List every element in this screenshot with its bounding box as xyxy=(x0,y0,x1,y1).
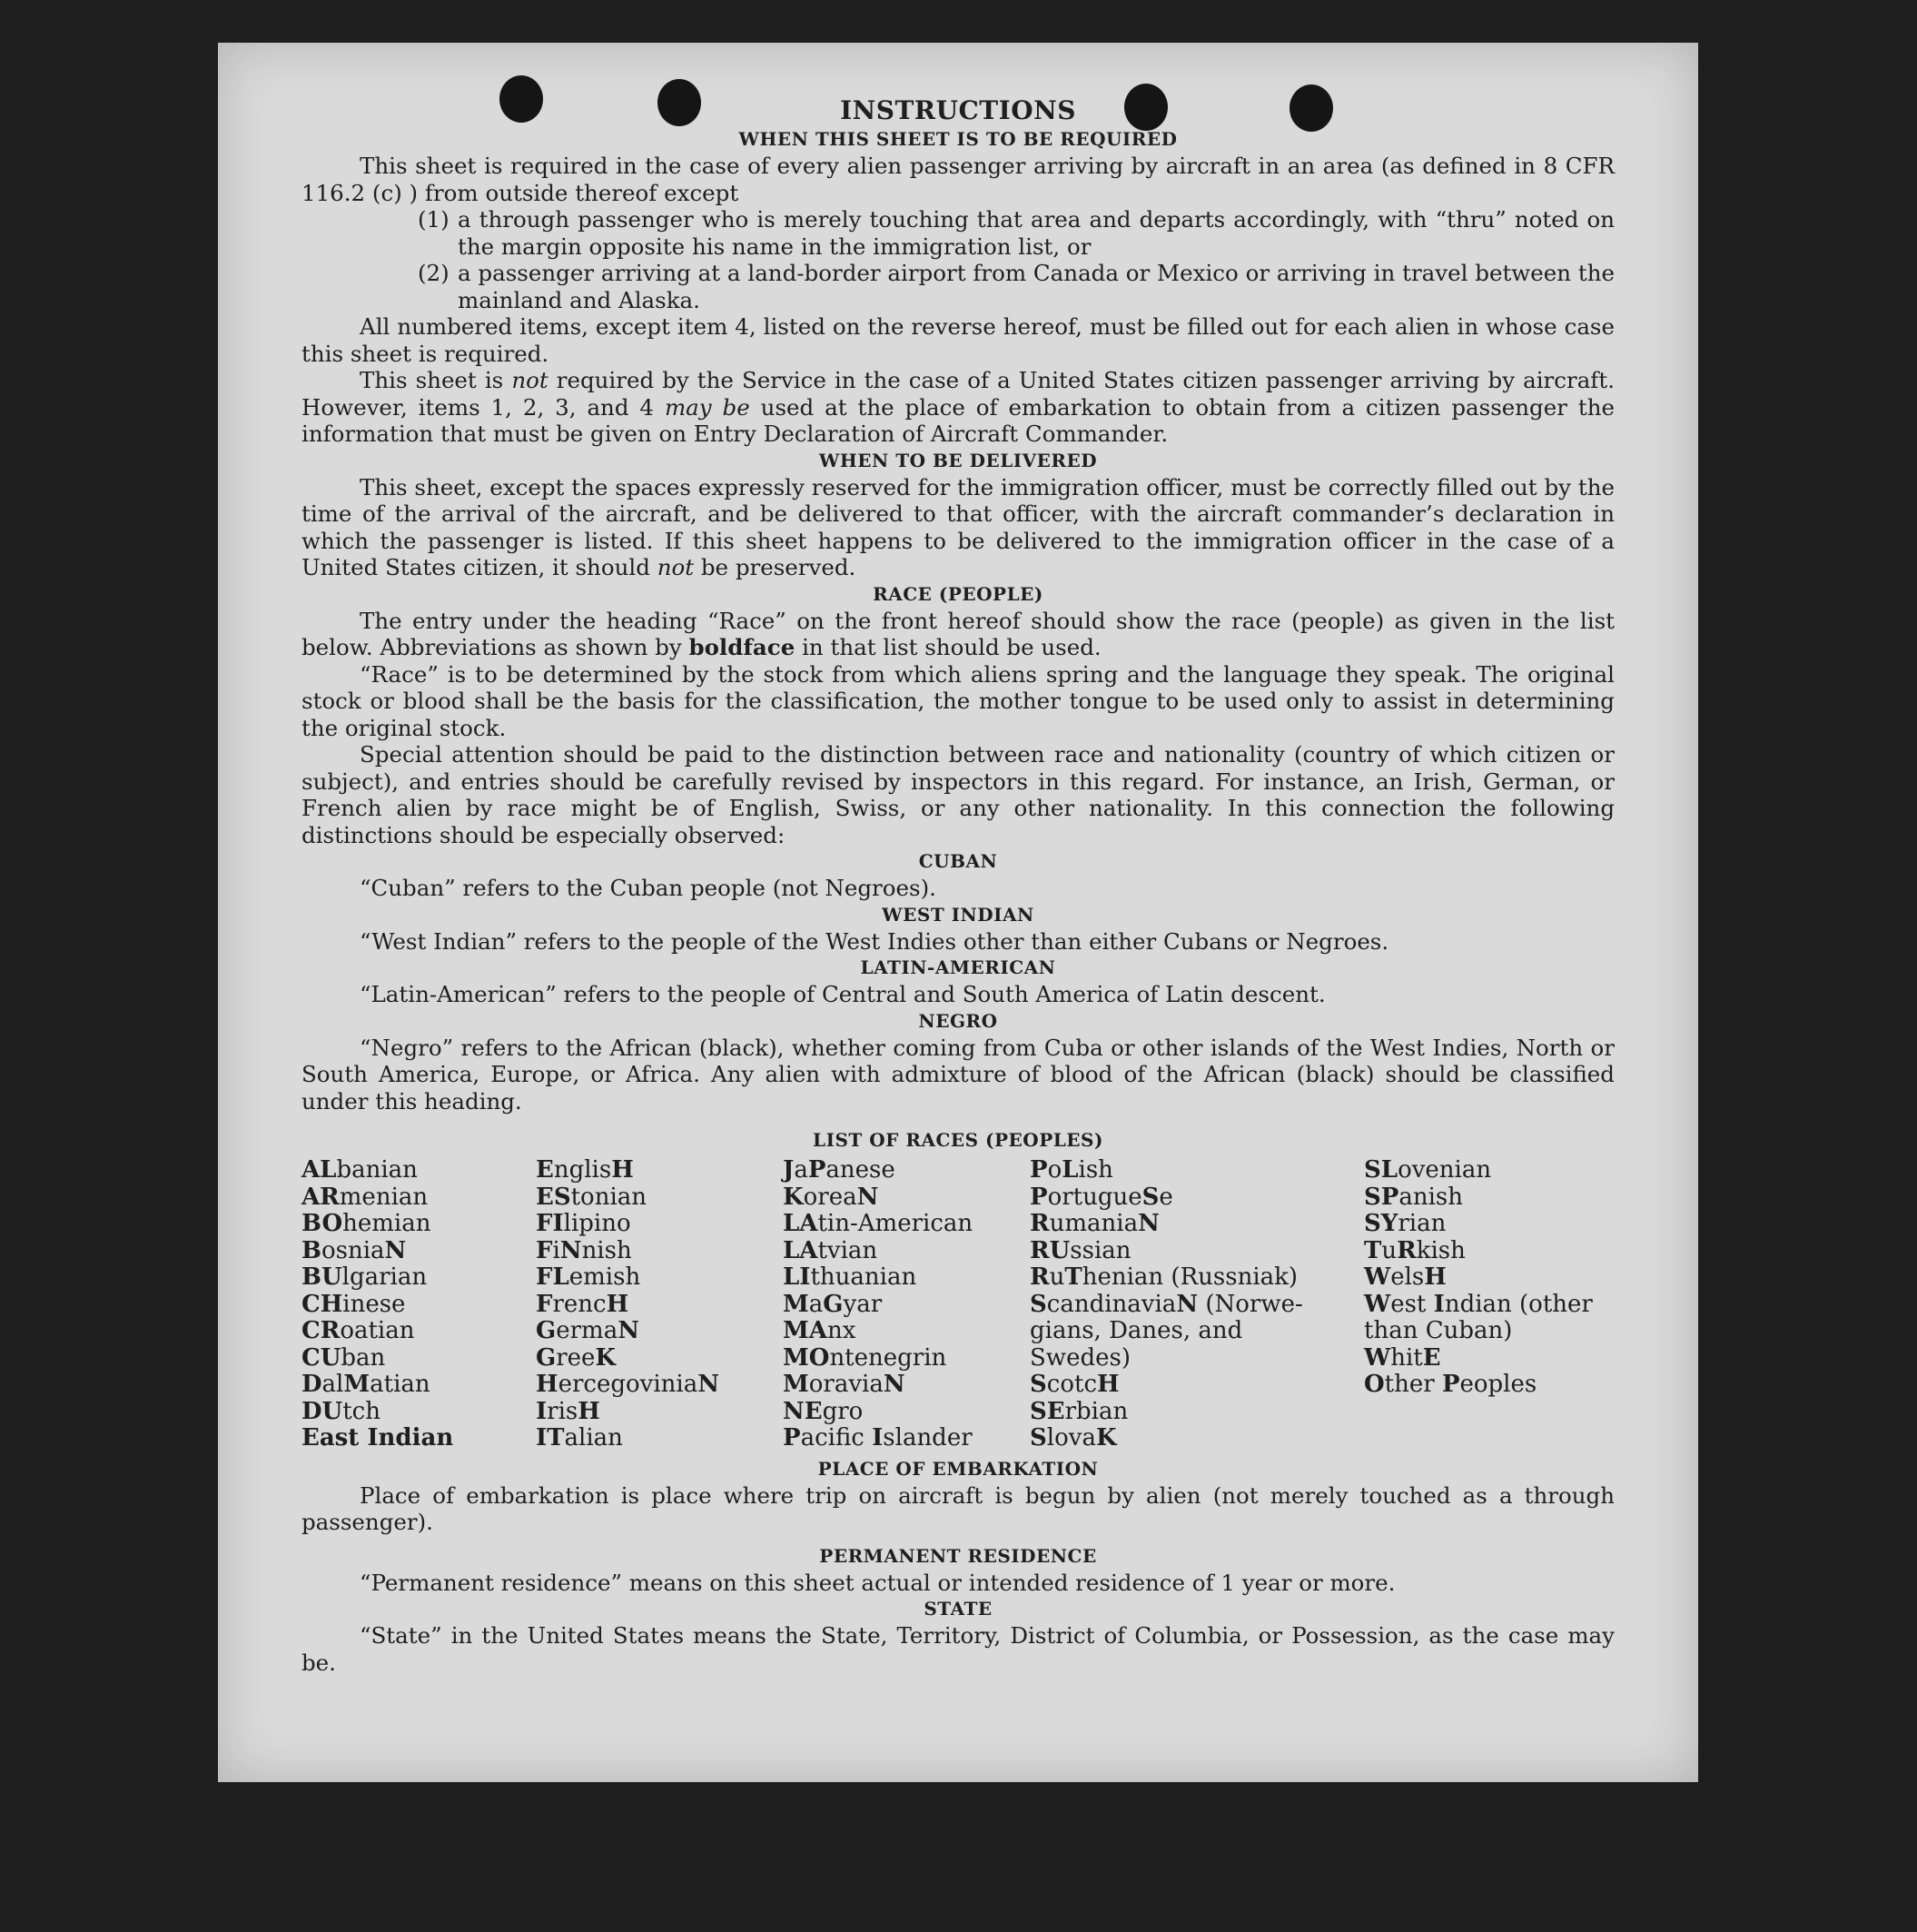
race-item: PortugueSe xyxy=(1030,1183,1173,1211)
heading-west-indian: WEST INDIAN xyxy=(882,903,1034,926)
page-title: INSTRUCTIONS xyxy=(840,95,1076,125)
race-item: JaPanese xyxy=(783,1156,895,1184)
race-item: ALbanian xyxy=(301,1156,418,1184)
state-paragraph: “State” in the United States means the State, Territory, District of Columbia, or Possession, as the case may be. xyxy=(301,1622,1615,1676)
race-item: NEgro xyxy=(783,1397,864,1425)
latin-american-paragraph: “Latin-American” refers to the people of Central and South America of Latin descent. xyxy=(360,981,1326,1007)
race-item: CHinese xyxy=(301,1290,406,1318)
race-item: HercegoviniaN xyxy=(536,1371,719,1398)
race-item: FIlipino xyxy=(536,1210,631,1237)
race-item: MAnx xyxy=(783,1317,856,1344)
item-text: a through passenger who is merely touching that area and departs accordingly, with “thru” noted on the margin opposite his name in the immigration list, or xyxy=(458,206,1615,260)
race-item: LIthuanian xyxy=(783,1263,917,1291)
race-item: SPanish xyxy=(1364,1183,1463,1211)
race-item: gians, Danes, and xyxy=(1030,1317,1243,1344)
race-item: RumaniaN xyxy=(1030,1210,1160,1237)
heading-latin-american: LATIN-AMERICAN xyxy=(860,956,1056,978)
race-item: BosniaN xyxy=(301,1236,407,1264)
race-column xyxy=(536,1157,783,1452)
race-item: SLovenian xyxy=(1364,1156,1492,1184)
race-item: MOntenegrin xyxy=(783,1343,947,1372)
race-item: BOhemian xyxy=(301,1210,431,1237)
race-item: RUssian xyxy=(1030,1236,1131,1264)
race-item: WhitE xyxy=(1364,1343,1441,1372)
race-item: FLemish xyxy=(536,1263,641,1291)
race-column xyxy=(1364,1157,1615,1452)
race-item: ITalian xyxy=(536,1424,623,1451)
delivered-paragraph: This sheet, except the spaces expressly reserved for the immigration officer, must be correctly filled out by the time of the arrival of the aircraft, and be delivered to that officer, with the aircraft commander’s declaration in which the passenger is listed. If this sheet happens to be delivered to the immigration officer in the case of a United States citizen, it should not be preserved. xyxy=(301,473,1615,580)
race-item: East Indian xyxy=(301,1424,454,1451)
race-item: MaGyar xyxy=(783,1290,883,1318)
negro-paragraph: “Negro” refers to the African (black), whether coming from Cuba or other islands of the West Indies, North or South America, Europe, or Africa. Any alien with admixture of blood of the African (black) should be classified under this heading. xyxy=(301,1034,1615,1115)
heading-negro: NEGRO xyxy=(918,1009,998,1032)
race-column xyxy=(1030,1157,1364,1452)
race-item: TuRkish xyxy=(1364,1236,1466,1264)
race-item: ARmenian xyxy=(301,1183,429,1211)
race-item: SYrian xyxy=(1364,1210,1447,1237)
heading-when-required: WHEN THIS SHEET IS TO BE REQUIRED xyxy=(738,128,1178,150)
race-item: CUban xyxy=(301,1343,386,1372)
race-item: PoLish xyxy=(1030,1156,1113,1184)
race-item: CRoatian xyxy=(301,1317,415,1344)
race-item: WelsH xyxy=(1364,1263,1447,1291)
cuban-paragraph: “Cuban” refers to the Cuban people (not Negroes). xyxy=(360,875,936,901)
heading-permanent-residence: PERMANENT RESIDENCE xyxy=(819,1544,1097,1567)
race-item: DUtch xyxy=(301,1397,380,1425)
race-item: Other Peoples xyxy=(1364,1371,1537,1398)
race-item: RuThenian (Russniak) xyxy=(1030,1263,1299,1291)
race-item: IrisH xyxy=(536,1397,600,1425)
list-of-races xyxy=(301,1157,1615,1452)
item-number: (1) xyxy=(418,206,450,233)
heading-cuban: CUBAN xyxy=(918,850,998,872)
race-item: LAtvian xyxy=(783,1236,878,1264)
race-item: West Indian (other xyxy=(1364,1290,1593,1318)
race-paragraph-2: “Race” is to be determined by the stock from which aliens spring and the language they speak. The original stock or blood shall be the basis for the classification, the mother tongue to be used only to assist in determining the original stock. xyxy=(301,660,1615,741)
citizen-paragraph: This sheet is not required by the Service in the case of a United States citizen passenger arriving by aircraft. However, items 1, 2, 3, and 4 may be used at the place of embarkation to obtain from a citizen passenger the information that must be given on Entry Declaration of Aircraft Commander. xyxy=(301,367,1616,447)
race-item: BUlgarian xyxy=(301,1263,428,1291)
race-item: EnglisH xyxy=(536,1156,634,1184)
instructions-content xyxy=(301,95,1615,1676)
exception-item-2 xyxy=(418,260,1615,313)
race-paragraph-3: Special attention should be paid to the distinction between race and nationality (country of which citizen or subject), and entries should be carefully revised by inspectors in this regard. For instance, an Irish, German, or French alien by race might be of English, Swiss, or any other nationality. In this connection the following distinctions should be especially observed: xyxy=(301,741,1615,848)
race-item: GermaN xyxy=(536,1317,639,1344)
heading-race: RACE (PEOPLE) xyxy=(873,582,1043,605)
heading-when-delivered: WHEN TO BE DELIVERED xyxy=(818,449,1098,471)
race-paragraph-1: The entry under the heading “Race” on the front hereof should show the race (people) as given in the list below. Abbreviations as shown by boldface in that list should be used. xyxy=(301,607,1615,660)
race-item: SErbian xyxy=(1030,1397,1129,1425)
race-item: KoreaN xyxy=(783,1183,879,1211)
required-intro: This sheet is required in the case of every alien passenger arriving by aircraft in an area (as defined in 8 CFR 116.2 (c) ) from outside thereof except xyxy=(301,153,1615,206)
race-item: Pacific Islander xyxy=(783,1424,973,1451)
race-item: FiNnish xyxy=(536,1236,632,1264)
heading-place-of-embarkation: PLACE OF EMBARKATION xyxy=(817,1457,1099,1480)
race-item: Swedes) xyxy=(1030,1343,1131,1372)
embarkation-paragraph: Place of embarkation is place where trip on aircraft is begun by alien (not merely touched as a through passenger). xyxy=(301,1481,1615,1535)
race-item: EStonian xyxy=(536,1183,647,1211)
race-item: MoraviaN xyxy=(783,1371,905,1398)
race-column xyxy=(783,1157,1030,1452)
race-item: than Cuban) xyxy=(1364,1317,1513,1344)
instruction-sheet xyxy=(218,43,1698,1782)
race-item: DalMatian xyxy=(301,1371,430,1398)
heading-state: STATE xyxy=(924,1598,993,1620)
residence-paragraph: “Permanent residence” means on this sheet actual or intended residence of 1 year or more. xyxy=(360,1569,1396,1596)
race-item: SlovaK xyxy=(1030,1424,1117,1451)
heading-list-of-races: LIST OF RACES (PEOPLES) xyxy=(813,1129,1103,1151)
race-item: FrencH xyxy=(536,1290,629,1318)
race-item: ScandinaviaN (Norwe- xyxy=(1030,1290,1303,1318)
race-item: ScotcH xyxy=(1030,1371,1120,1398)
numbered-items-paragraph: All numbered items, except item 4, listed on the reverse hereof, must be filled out for each alien in whose case this sheet is required. xyxy=(301,313,1615,367)
race-item: GreeK xyxy=(536,1343,617,1372)
race-column xyxy=(301,1157,536,1452)
exception-item-1 xyxy=(418,206,1615,260)
item-number: (2) xyxy=(418,260,450,286)
race-item: LAtin-American xyxy=(783,1210,973,1237)
west-indian-paragraph: “West Indian” refers to the people of the West Indies other than either Cubans or Negroes. xyxy=(360,927,1389,955)
item-text: a passenger arriving at a land-border airport from Canada or Mexico or arriving in travel between the mainland and Alaska. xyxy=(458,260,1615,313)
